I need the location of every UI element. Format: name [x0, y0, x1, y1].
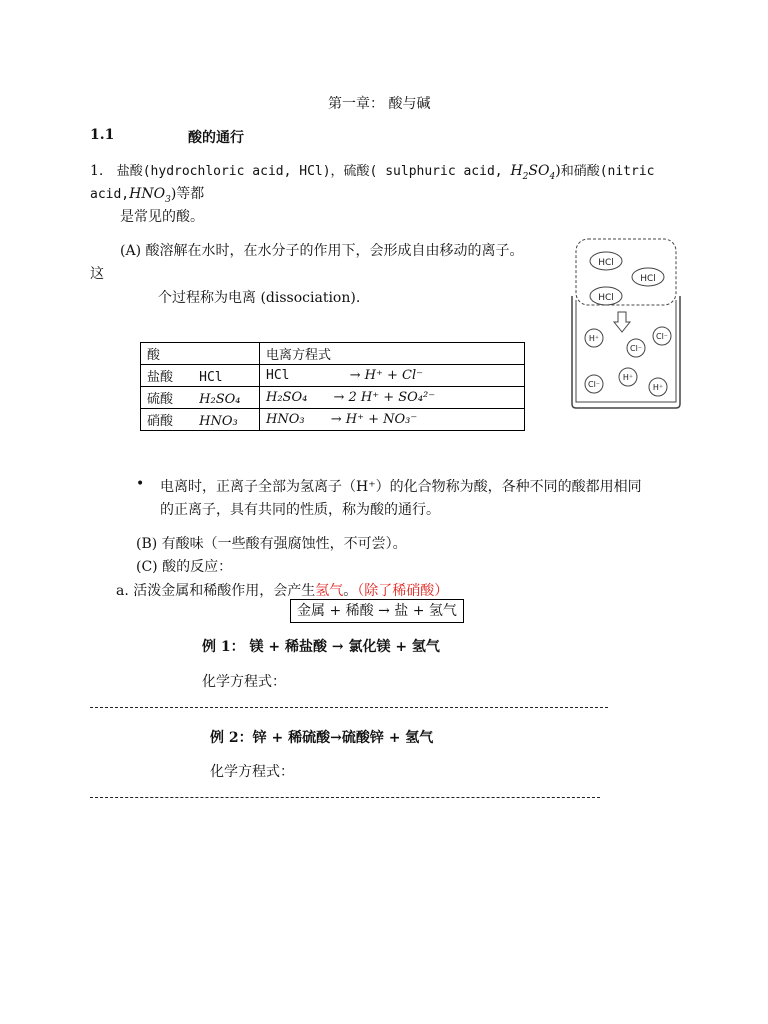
item-a — [116, 580, 448, 600]
acid-formula: HNO₃ — [199, 414, 238, 429]
hcl-molecule: HCl — [640, 274, 656, 284]
item1-text-2: 和硝酸(nitric — [560, 164, 655, 179]
acid-name: 盐酸 — [147, 370, 174, 385]
boxed-word-equation: 金属 + 稀酸 → 盐 + 氢气 — [290, 599, 464, 623]
equation-rhs: → H⁺ + Cl⁻ — [349, 368, 423, 383]
acid-name: 硝酸 — [147, 414, 174, 429]
example2-title: 例 2：锌 + 稀硫酸→硫酸锌 + 氢气 — [210, 730, 434, 746]
down-arrow-icon — [614, 312, 630, 332]
acid-cell — [141, 387, 260, 409]
table-header-equation: 电离方程式 — [260, 343, 525, 365]
table-row — [141, 409, 525, 431]
table-row — [141, 387, 525, 409]
equation-lhs: H₂SO₄ — [266, 390, 308, 405]
item-a-exception: （除了稀硝酸） — [357, 583, 449, 599]
example2-label: 化学方程式： — [210, 764, 294, 780]
bullet-line2: 的正离子，具有共同的性质，称为酸的通行。 — [160, 502, 440, 518]
hydrogen-ion: H⁺ — [622, 373, 634, 382]
equation-cell — [260, 365, 525, 387]
bullet-dot: • — [136, 476, 145, 492]
equation-rhs: → 2 H⁺ + SO₄²⁻ — [333, 390, 436, 405]
partA-line1: (A) 酸溶解在水时，在水分子的作用下，会形成自由移动的离子。 — [120, 243, 524, 259]
acid-formula: H₂SO₄ — [199, 392, 241, 407]
item1-line3: 是常见的酸。 — [120, 209, 204, 225]
hno3-formula: $HNO_3$ — [129, 186, 171, 205]
h2so4-formula: $H_2SO_4$ — [510, 163, 556, 182]
item-a-hydrogen: 氢气 — [315, 583, 344, 599]
equation-rhs: → H⁺ + NO₃⁻ — [330, 412, 418, 427]
example1-label: 化学方程式： — [202, 674, 286, 690]
item-a-prefix: a. 活泼金属和稀酸作用，会产生 — [116, 583, 316, 599]
hcl-molecule: HCl — [598, 293, 614, 303]
acid-cell — [141, 365, 260, 387]
equation-lhs: HNO₃ — [266, 412, 305, 427]
acid-name: 硫酸 — [147, 392, 174, 407]
bullet-line1: 电离时，正离子全部为氢离子（H⁺）的化合物称为酸，各种不同的酸都用相同 — [160, 479, 642, 495]
item1-number: 1. — [90, 163, 104, 179]
acid-cell — [141, 409, 260, 431]
ionization-table — [140, 342, 525, 431]
chloride-ion: Cl⁻ — [655, 332, 669, 341]
section-title: 酸的通行 — [188, 130, 244, 146]
dissociation-diagram — [566, 236, 686, 412]
answer-line-1 — [90, 707, 608, 708]
partC: (C) 酸的反应： — [136, 559, 233, 575]
equation-lhs: HCl — [266, 368, 290, 383]
acid-formula: HCl — [199, 370, 223, 385]
hydrogen-ion: H⁺ — [652, 383, 664, 392]
table-header-acid: 酸 — [141, 343, 260, 365]
answer-line-2 — [90, 797, 600, 798]
item1-text-4: 等都 — [176, 186, 205, 202]
table-row — [141, 365, 525, 387]
item1-line1: 1. 盐酸(hydrochloric acid, HCl)，硫酸( sulphuric acid, $H_2SO_4$)和硝酸(nitric — [90, 163, 655, 182]
section-number: 1.1 — [90, 127, 115, 143]
partA-line1b: 这 — [90, 266, 104, 282]
item1-text-1: 盐酸(hydrochloric acid, HCl)，硫酸( sulphuric acid, — [116, 164, 511, 179]
chloride-ion: Cl⁻ — [629, 344, 643, 353]
equation-cell — [260, 387, 525, 409]
chapter-title: 第一章： 酸与碱 — [328, 96, 431, 112]
item1-text-3: acid, — [90, 187, 130, 202]
item-a-period: 。 — [343, 583, 358, 599]
table-header-row — [141, 343, 525, 365]
hydrogen-ion: H⁺ — [588, 334, 600, 343]
partB: (B) 有酸味（一些酸有强腐蚀性，不可尝）。 — [136, 536, 407, 552]
example1-title: 例 1： 镁 + 稀盐酸 → 氯化镁 + 氢气 — [202, 639, 440, 655]
equation-cell — [260, 409, 525, 431]
chloride-ion: Cl⁻ — [587, 380, 601, 389]
partA-line2: 个过程称为电离 (dissociation). — [158, 290, 361, 306]
hcl-molecule: HCl — [598, 258, 614, 268]
item1-line2: $acid,HNO_3$)等都 — [90, 186, 205, 205]
